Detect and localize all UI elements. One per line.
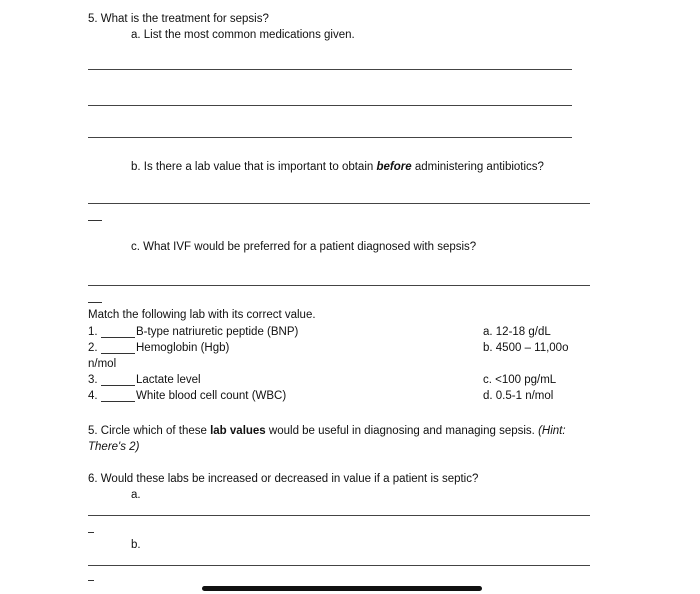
match-item-label: White blood cell count (WBC) — [136, 390, 287, 402]
home-indicator-bar[interactable] — [202, 586, 482, 591]
match-item-number: 4. — [88, 390, 98, 402]
answer-line-wrap — [88, 302, 102, 303]
match-wrap-text: n/mol — [88, 358, 117, 370]
match-answer: a. 12-18 g/dL — [483, 326, 551, 338]
answer-line[interactable] — [88, 565, 590, 566]
answer-line-wrap — [88, 220, 102, 221]
answer-line[interactable] — [88, 515, 590, 516]
match-item-label: Hemoglobin (Hgb) — [136, 342, 230, 354]
answer-line[interactable] — [88, 105, 572, 106]
match-blank[interactable] — [101, 401, 135, 402]
question-5b-text: b. Is there a lab value that is important to obtain before administering antibiotics? — [131, 161, 544, 173]
match-item-number: 2. — [88, 342, 98, 354]
answer-line[interactable] — [88, 203, 590, 204]
question-5c-text: c. What IVF would be preferred for a patient diagnosed with sepsis? — [131, 241, 477, 253]
match-answer: b. 4500 – 11,00o — [483, 342, 569, 354]
question-5-circle-text: 5. Circle which of these lab values would be useful in diagnosing and managing sepsis. (Hint: — [88, 425, 566, 437]
match-item-number: 1. — [88, 326, 98, 338]
question-6a-label: a. — [131, 489, 141, 501]
answer-line-wrap — [88, 580, 94, 581]
question-5a-text: a. List the most common medications given. — [131, 29, 355, 41]
match-item-number: 3. — [88, 374, 98, 386]
match-blank[interactable] — [101, 353, 135, 354]
answer-line[interactable] — [88, 285, 590, 286]
question-5-hint: There's 2) — [88, 441, 140, 453]
answer-line[interactable] — [88, 137, 572, 138]
match-item-label: B-type natriuretic peptide (BNP) — [136, 326, 299, 338]
match-blank[interactable] — [101, 337, 135, 338]
match-answer: d. 0.5-1 n/mol — [483, 390, 554, 402]
match-blank[interactable] — [101, 385, 135, 386]
match-answer: c. <100 pg/mL — [483, 374, 557, 386]
match-item-label: Lactate level — [136, 374, 201, 386]
answer-line[interactable] — [88, 69, 572, 70]
answer-line-wrap — [88, 532, 94, 533]
question-5-title: 5. What is the treatment for sepsis? — [88, 13, 269, 25]
question-6-title: 6. Would these labs be increased or decreased in value if a patient is septic? — [88, 473, 479, 485]
match-title: Match the following lab with its correct value. — [88, 309, 316, 321]
question-6b-label: b. — [131, 539, 141, 551]
